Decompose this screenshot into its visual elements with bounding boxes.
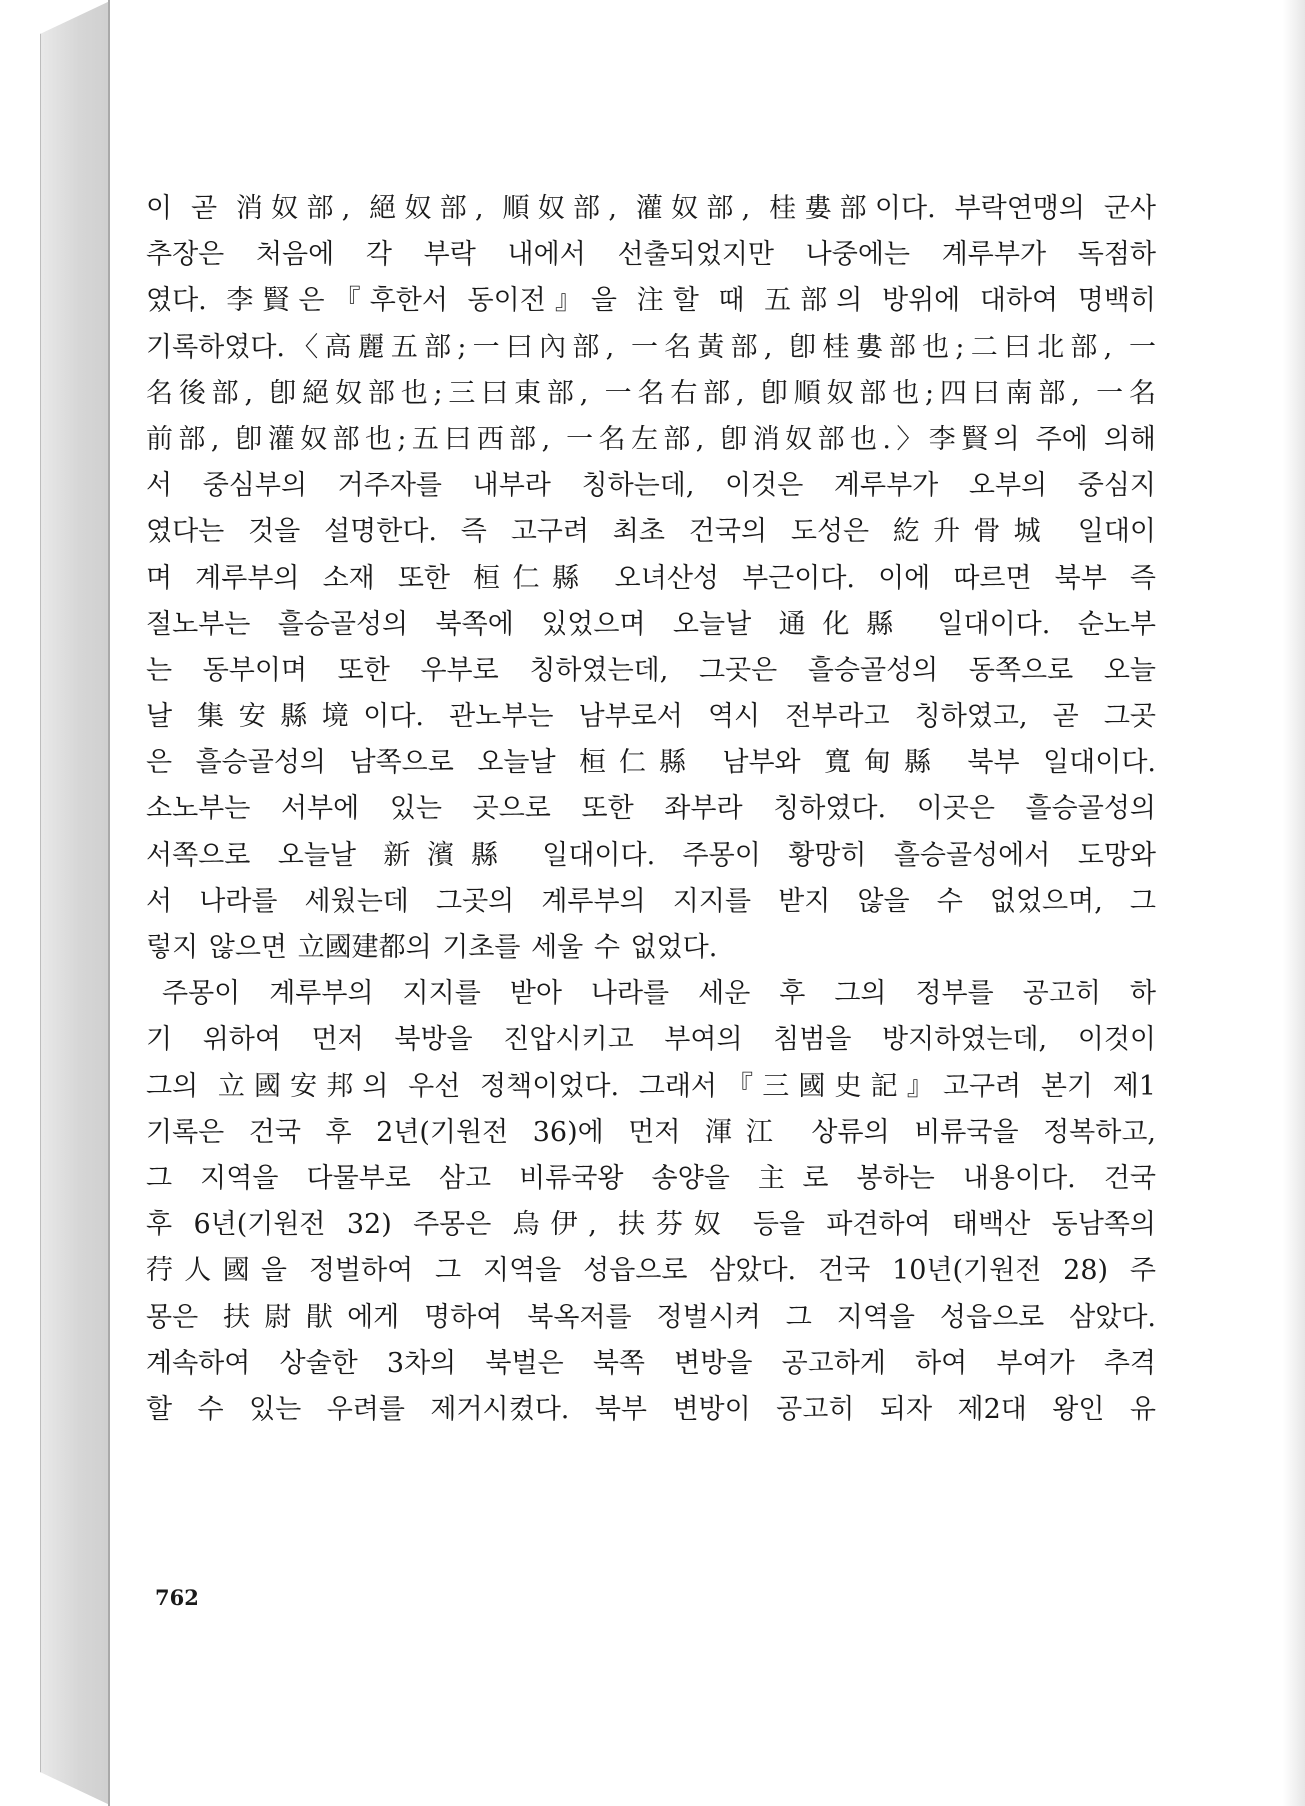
text-line: 였다. 李賢은『후한서 동이전』을 注할 때 五部의 방위에 대하여 명백히 [146, 285, 1156, 317]
body-text [146, 186, 1156, 1433]
book-spine-edge [40, 0, 112, 1806]
text-line: 서 나라를 세웠는데 그곳의 계루부의 지지를 받지 않을 수 없었으며, 그 [146, 885, 1156, 917]
text-line: 서 중심부의 거주자를 내부라 칭하는데, 이것은 계루부가 오부의 중심지 [146, 470, 1156, 502]
page-number: 762 [155, 1585, 199, 1610]
text-line-paragraph-start: 주몽이 계루부의 지지를 받아 나라를 세운 후 그의 정부를 공고히 하 [162, 978, 1156, 1010]
text-line: 였다는 것을 설명한다. 즉 고구려 최초 건국의 도성은 紇升骨城 일대이 [146, 516, 1156, 548]
text-line: 소노부는 서부에 있는 곳으로 또한 좌부라 칭하였다. 이곳은 흘승골성의 [146, 793, 1156, 825]
text-line: 몽은 扶尉猒에게 명하여 북옥저를 정벌시켜 그 지역을 성읍으로 삼았다. [146, 1301, 1156, 1333]
text-line: 이 곧 消奴部, 絕奴部, 順奴部, 灌奴部, 桂婁部이다. 부락연맹의 군사 [146, 193, 1156, 224]
text-line: 추장은 처음에 각 부락 내에서 선출되었지만 나중에는 계루부가 독점하 [146, 239, 1156, 271]
text-line: 며 계루부의 소재 또한 桓仁縣 오녀산성 부근이다. 이에 따르면 북부 즉 [146, 562, 1156, 594]
text-line: 그 지역을 다물부로 삼고 비류국왕 송양을 主로 봉하는 내용이다. 건국 [146, 1162, 1156, 1194]
page-edge-shadow [1283, 0, 1305, 1806]
text-line: 계속하여 상술한 3차의 북벌은 북쪽 변방을 공고하게 하여 부여가 추격 [146, 1347, 1156, 1379]
text-line: 은 흘승골성의 남쪽으로 오늘날 桓仁縣 남부와 寬甸縣 북부 일대이다. [146, 747, 1156, 779]
text-line: 날 集安縣境이다. 관노부는 남부로서 역시 전부라고 칭하였고, 곧 그곳 [146, 701, 1156, 733]
text-line: 절노부는 흘승골성의 북쪽에 있었으며 오늘날 通化縣 일대이다. 순노부 [146, 608, 1156, 640]
text-line: 기 위하여 먼저 북방을 진압시키고 부여의 침범을 방지하였는데, 이것이 [146, 1024, 1156, 1056]
text-line: 기록은 건국 후 2년(기원전 36)에 먼저 渾江 상류의 비류국을 정복하고, [146, 1116, 1156, 1148]
text-line: 는 동부이며 또한 우부로 칭하였는데, 그곳은 흘승골성의 동쪽으로 오늘 [146, 654, 1156, 686]
text-line: 그의 立國安邦의 우선 정책이었다. 그래서『三國史記』고구려 본기 제1 [146, 1070, 1156, 1102]
text-line: 후 6년(기원전 32) 주몽은 烏伊, 扶芬奴 등을 파견하여 태백산 동남쪽의 [146, 1209, 1156, 1241]
text-line: 前部, 卽灌奴部也;五曰西部, 一名左部, 卽消奴部也.〉李賢의 주에 의해 [146, 423, 1156, 455]
text-line: 名後部, 卽絕奴部也;三曰東部, 一名右部, 卽順奴部也;四曰南部, 一名 [146, 377, 1156, 409]
text-line-paragraph-end: 렇지 않으면 立國建都의 기초를 세울 수 없었다. [146, 932, 718, 963]
text-line: 서쪽으로 오늘날 新濱縣 일대이다. 주몽이 황망히 흘승골성에서 도망와 [146, 839, 1156, 871]
text-line: 기록하였다.〈高麗五部;一曰內部, 一名黃部, 卽桂婁部也;二曰北部, 一 [146, 331, 1156, 363]
text-line: 할 수 있는 우려를 제거시켰다. 북부 변방이 공고히 되자 제2대 왕인 유 [146, 1393, 1156, 1425]
text-line: 荇人國을 정벌하여 그 지역을 성읍으로 삼았다. 건국 10년(기원전 28) 주 [146, 1255, 1156, 1287]
